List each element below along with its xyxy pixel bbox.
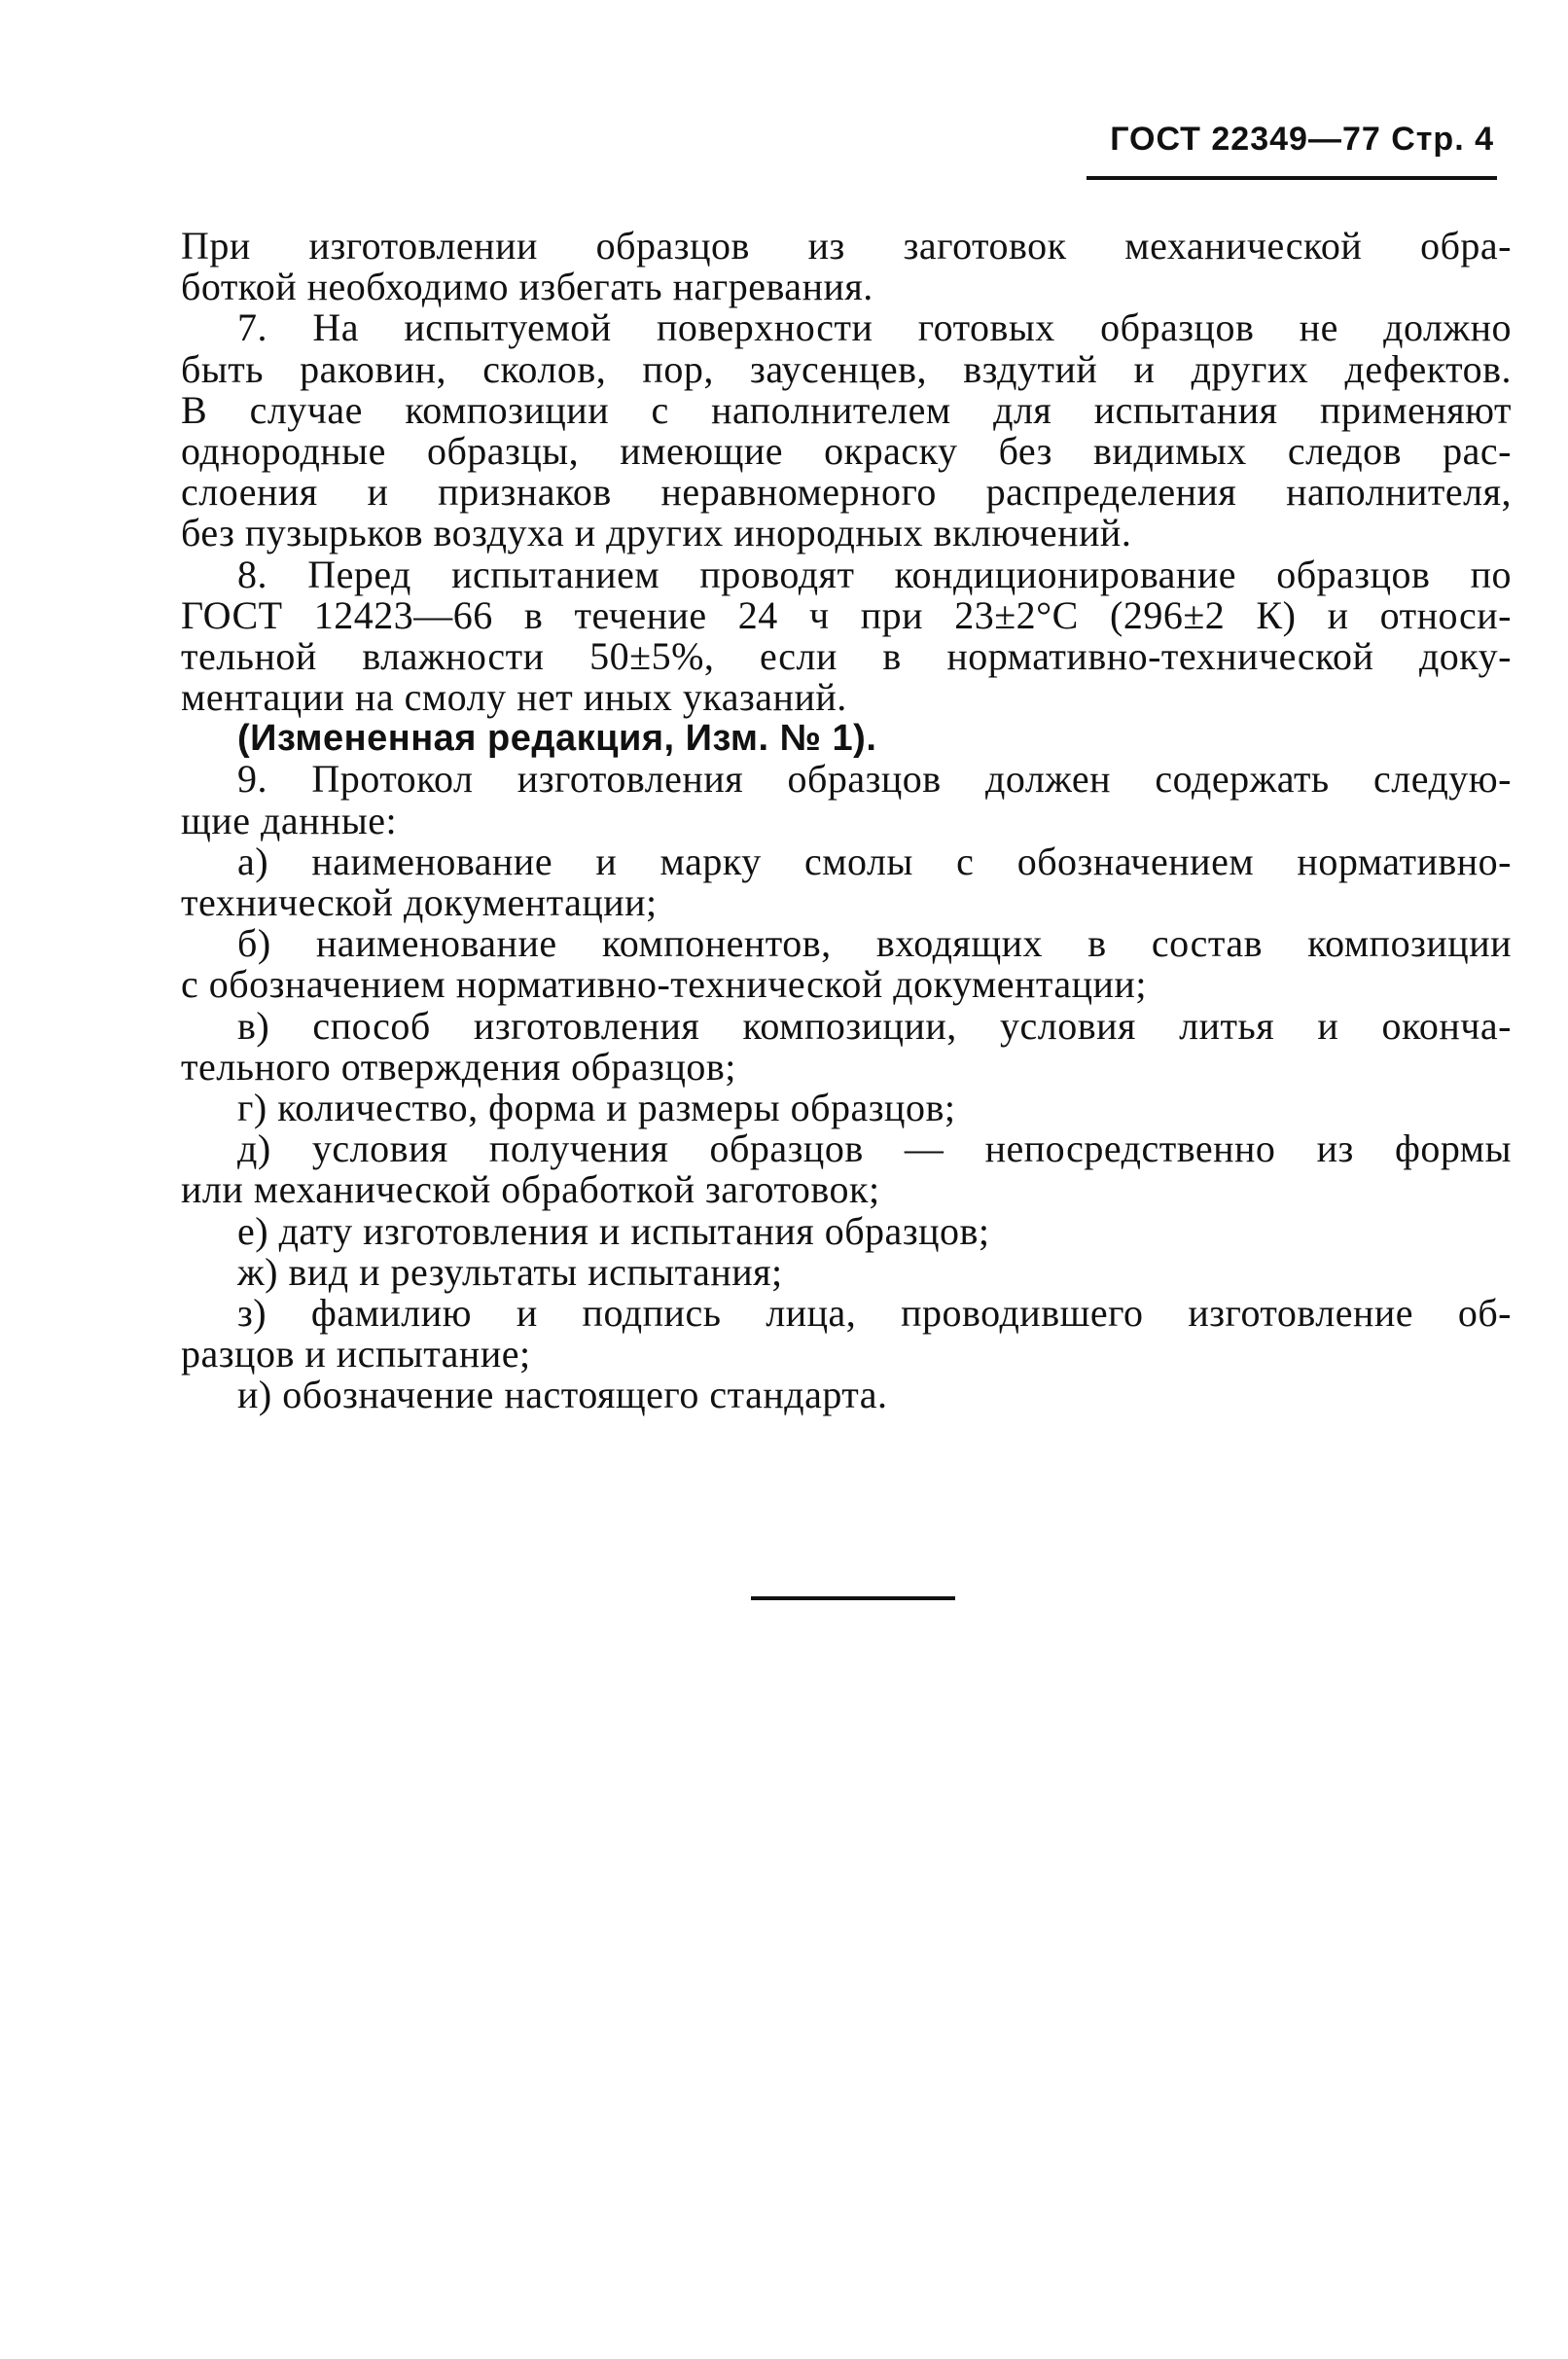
list-item: г) количество, форма и размеры образцов; <box>237 1085 956 1129</box>
text-line: ГОСТ 12423—66 в течение 24 ч при 23±2°С (296±2 К) и относи- <box>181 592 1512 637</box>
text-line: быть раковин, сколов, пор, заусенцев, вздутий и других дефектов. <box>181 346 1512 391</box>
list-item: з) фамилию и подпись лица, проводившего изготовление об- <box>237 1290 1512 1335</box>
text-line: с обозначением нормативно-технической документации; <box>181 962 1147 1007</box>
text-line: щие данные: <box>181 798 398 842</box>
text-line: слоения и признаков неравномерного распределения наполнителя, <box>181 470 1512 515</box>
page-header <box>1110 121 1494 159</box>
text-line: разцов и испытание; <box>181 1332 531 1376</box>
text-line: без пузырьков воздуха и других инородных включений. <box>181 511 1132 555</box>
list-item: и) обозначение настоящего стандарта. <box>237 1373 888 1417</box>
text-line: В случае композиции с наполнителем для испытания применяют <box>181 387 1512 432</box>
list-item: в) способ изготовления композиции, условия литья и оконча- <box>237 1003 1512 1048</box>
text-line: 7. На испытуемой поверхности готовых образцов не должно <box>237 305 1512 350</box>
header-divider <box>1087 176 1497 180</box>
list-item: б) наименование компонентов, входящих в состав композиции <box>237 921 1512 966</box>
standard-number: ГОСТ 22349—77 <box>1110 121 1381 158</box>
amendment-note: (Измененная редакция, Изм. № 1). <box>237 718 877 760</box>
list-item: ж) вид и результаты испытания; <box>237 1249 783 1294</box>
document-body <box>181 226 1512 1415</box>
list-item: д) условия получения образцов — непосредственно из формы <box>237 1126 1512 1171</box>
text-line: боткой необходимо избегать нагревания. <box>181 265 873 309</box>
text-line: 8. Перед испытанием проводят кондиционирование образцов по <box>237 552 1512 596</box>
text-line: ментации на смолу нет иных указаний. <box>181 675 847 720</box>
text-line: 9. Протокол изготовления образцов должен содержать следую- <box>237 757 1512 802</box>
text-line: тельной влажности 50±5%, если в нормативно-технической доку- <box>181 633 1512 678</box>
text-line: тельного отверждения образцов; <box>181 1044 736 1089</box>
end-divider <box>751 1596 955 1600</box>
text-line: При изготовлении образцов из заготовок механической обра- <box>181 224 1512 268</box>
page-number: Стр. 4 <box>1391 121 1494 158</box>
text-line: или механической обработкой заготовок; <box>181 1167 880 1212</box>
text-line: технической документации; <box>181 880 658 924</box>
text-line: однородные образцы, имеющие окраску без видимых следов рас- <box>181 428 1512 473</box>
list-item: е) дату изготовления и испытания образцов; <box>237 1208 990 1253</box>
list-item: а) наименование и марку смолы с обозначением нормативно- <box>237 839 1512 883</box>
